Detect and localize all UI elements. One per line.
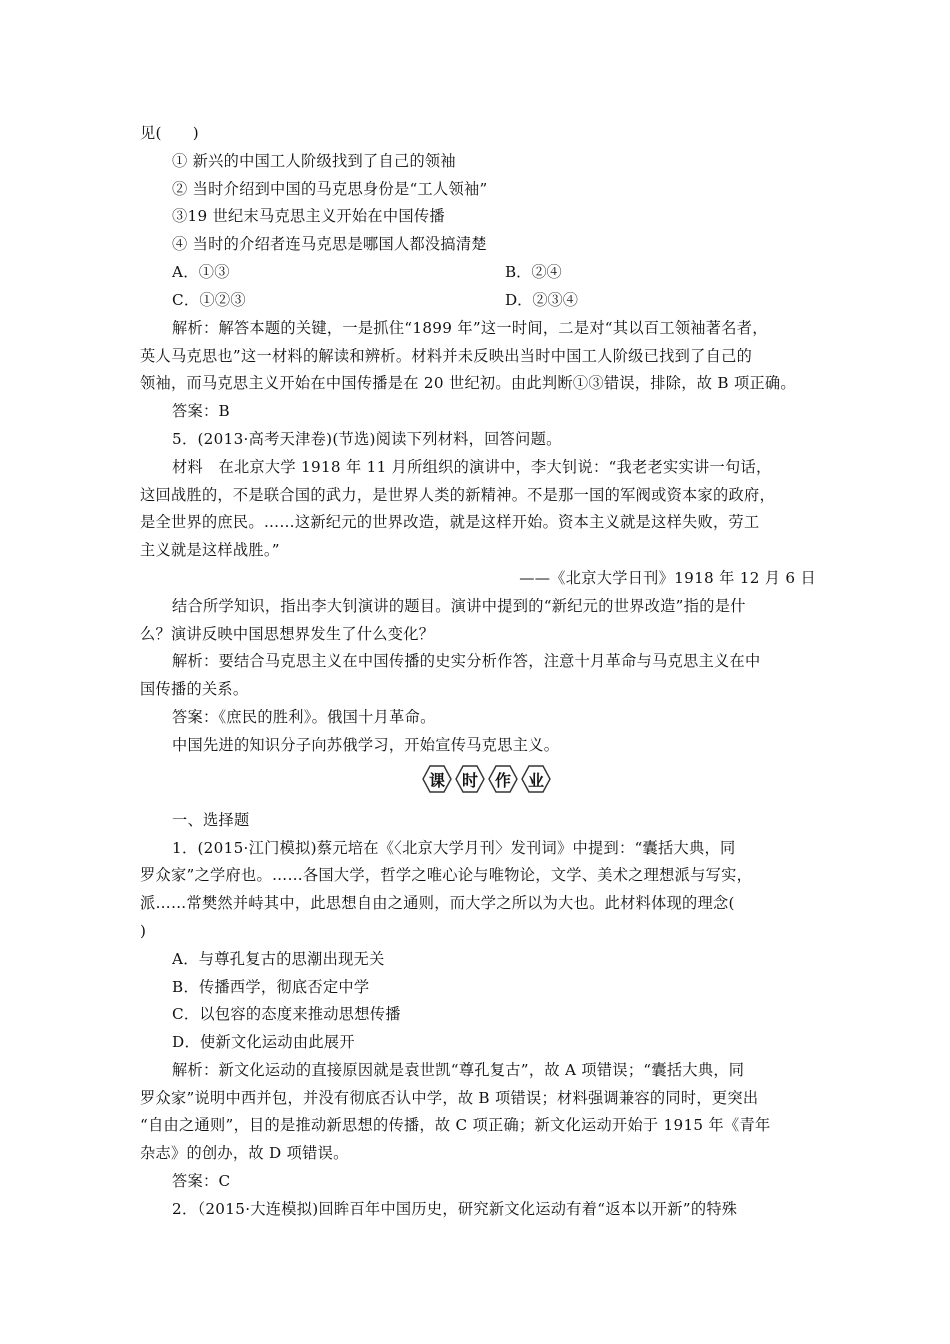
text-line: 解析：解答本题的关键，一是抓住“1899 年”这一时间，二是对“其以百工领袖著名者， bbox=[172, 319, 768, 337]
section-heading: 一、选择题 bbox=[172, 811, 250, 829]
option-a: A．与尊孔复古的思潮出现无关 bbox=[172, 950, 385, 968]
option-b: B．②④ bbox=[505, 263, 562, 281]
option-c: C．以包容的态度来推动思想传播 bbox=[172, 1005, 401, 1023]
text-line: 主义就是这样战胜。” bbox=[140, 541, 280, 559]
text-line: 结合所学知识，指出李大钊演讲的题目。演讲中提到的“新纪元的世界改造”指的是什 bbox=[172, 597, 746, 615]
option-d: D．使新文化运动由此展开 bbox=[172, 1033, 355, 1051]
banner-hexagon bbox=[422, 764, 452, 794]
text-line: ① 新兴的中国工人阶级找到了自己的领袖 bbox=[172, 152, 456, 170]
banner-hexagon bbox=[521, 764, 551, 794]
answer-line: 答案：C bbox=[172, 1172, 231, 1190]
text-line: 派……常樊然并峙其中，此思想自由之通则，而大学之所以为大也。此材料体现的理念( bbox=[140, 894, 735, 912]
text-line: 解析：要结合马克思主义在中国传播的史实分析作答，注意十月革命与马克思主义在中 bbox=[172, 652, 761, 670]
section-banner bbox=[422, 764, 551, 798]
banner-char: 作 bbox=[494, 770, 511, 790]
text-line: 见( ) bbox=[140, 124, 199, 142]
text-line: “自由之通则”，目的是推动新思想的传播，故 C 项正确；新文化运动开始于 1915 年《青年 bbox=[140, 1116, 771, 1134]
banner-hexagon bbox=[455, 764, 485, 794]
text-line: ③19 世纪末马克思主义开始在中国传播 bbox=[172, 207, 445, 225]
text-line: ② 当时介绍到中国的马克思身份是“工人领袖” bbox=[172, 180, 488, 198]
text-line: 国传播的关系。 bbox=[140, 680, 249, 698]
text-line: 么？演讲反映中国思想界发生了什么变化？ bbox=[140, 625, 435, 643]
banner-char: 课 bbox=[428, 770, 445, 790]
option-c: C．①②③ bbox=[172, 291, 246, 309]
banner-char: 业 bbox=[527, 770, 544, 790]
text-line: ④ 当时的介绍者连马克思是哪国人都没搞清楚 bbox=[172, 235, 487, 253]
option-b: B．传播西学，彻底否定中学 bbox=[172, 978, 370, 996]
text-line: 罗众家”说明中西并包，并没有彻底否认中学，故 B 项错误；材料强调兼容的同时，更突出 bbox=[140, 1089, 759, 1107]
answer-line: 答案：《庶民的胜利》。俄国十月革命。 bbox=[172, 708, 436, 726]
text-line: 解析：新文化运动的直接原因就是袁世凯“尊孔复古”，故 A 项错误；“囊括大典，同 bbox=[172, 1061, 745, 1079]
text-line: 罗众家”之学府也。……各国大学，哲学之唯心论与唯物论，文学、美术之理想派与写实， bbox=[140, 866, 753, 884]
banner-char: 时 bbox=[461, 770, 478, 790]
text-line: 领袖，而马克思主义开始在中国传播是在 20 世纪初。由此判断①③错误，排除，故 B 项正确。 bbox=[140, 374, 796, 392]
banner-hexagon bbox=[488, 764, 518, 794]
text-line: 这回战胜的，不是联合国的武力，是世界人类的新精神。不是那一国的军阀或资本家的政府， bbox=[140, 486, 775, 504]
text-line: ) bbox=[140, 922, 147, 940]
source-citation: ——《北京大学日刊》1918 年 12 月 6 日 bbox=[519, 569, 816, 587]
text-line: 杂志》的创办，故 D 项错误。 bbox=[140, 1144, 349, 1162]
text-line: 英人马克思也”这一材料的解读和辨析。材料并未反映出当时中国工人阶级已找到了自己的 bbox=[140, 347, 753, 365]
option-a: A．①③ bbox=[172, 263, 230, 281]
text-line: 中国先进的知识分子向苏俄学习，开始宣传马克思主义。 bbox=[172, 736, 560, 754]
question-line: 2．（2015·大连模拟)回眸百年中国历史，研究新文化运动有着“返本以开新”的特殊 bbox=[172, 1200, 738, 1218]
question-line: 1．(2015·江门模拟)蔡元培在《〈北京大学月刊〉发刊词》中提到：“囊括大典，同 bbox=[172, 839, 736, 857]
text-line: 材料 在北京大学 1918 年 11 月所组织的演讲中，李大钊说：“我老老实实讲一句话， bbox=[172, 458, 772, 476]
question-line: 5．(2013·高考天津卷)(节选)阅读下列材料，回答问题。 bbox=[172, 430, 562, 448]
text-line: 是全世界的庶民。……这新纪元的世界改造，就是这样开始。资本主义就是这样失败，劳工 bbox=[140, 513, 760, 531]
option-d: D．②③④ bbox=[505, 291, 578, 309]
answer-line: 答案：B bbox=[172, 402, 230, 420]
